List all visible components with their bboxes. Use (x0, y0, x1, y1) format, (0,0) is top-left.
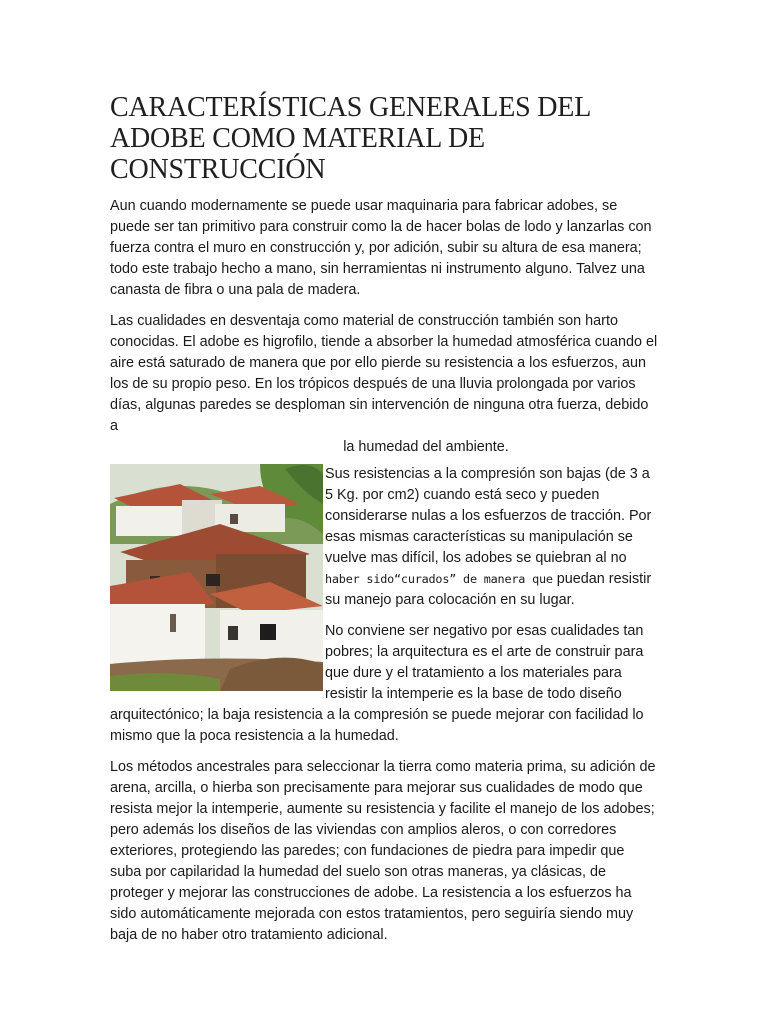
paragraph-2-text: Las cualidades en desventaja como material de construcción también son harto conocidas. El adobe es higrofilo, tiende a absorber la humedad atmosférica cuando el aire está saturado de manera que por ello pierde su resistencia a los esfuerzos, aun los de su propio peso. En los trópicos después de una lluvia prolongada por varios días, algunas paredes se desploman sin intervención de ninguna otra fuerza, debido a (110, 313, 658, 434)
paragraph-5: Los métodos ancestrales para seleccionar la tierra como materia prima, su adición de arena, arcilla, o hierba son precisamente para mejorar sus cualidades de modo que resista mejor la intemperie, aumente su resistencia y facilite el manejo de los adobes; pero además los diseños de las viviendas con amplios aleros, o con corredores exteriores, protegiendo las paredes; con fundaciones de piedra para impedir que suba por capilaridad la humedad del suelo son otras maneras, ya clásicas, de proteger y mejorar las construcciones de adobe. La resistencia a los esfuerzos ha sido automáticamente mejorada con estos tratamientos, pero seguiría siendo muy baja de no haber otro tratamiento adicional. (110, 759, 656, 943)
paragraph-3-text-a: Sus resistencias a la compresión son bajas (de 3 a 5 Kg. por cm2) cuando está seco y pueden considerarse nulas a los esfuerzos de tracción. Por esas mismas características su manipulación se vuelve mas difícil, los adobes se quiebran al no (325, 466, 652, 566)
paragraph-3-text-b: puedan resistir su manejo para colocación en su lugar. (325, 571, 652, 608)
adobe-houses-illustration (110, 464, 323, 691)
paragraph-1: Aun cuando modernamente se puede usar maquinaria para fabricar adobes, se puede ser tan primitivo para construir como la de hacer bolas de lodo y lanzarlas con fuerza contra el muro en construcción y, por adición, subir su altura de esa manera; todo este trabajo hecho a mano, sin herramientas ni instrumento alguno. Talvez una canasta de fibra o una pala de madera. (110, 198, 652, 298)
paragraph-2-end: la humedad del ambiente. (343, 439, 509, 455)
adobe-houses-photo (110, 464, 323, 691)
paragraph-3-mono: haber sido“curados” de manera que (325, 572, 553, 586)
paragraph-4: No conviene ser negativo por esas cualidades tan pobres; la arquitectura es el arte de construir para que dure y el tratamiento a los materiales para resistir la intemperie es la base de todo diseño arquitectónico; la baja resistencia a la compresión se puede mejorar con facilidad lo mismo que la poca resistencia a la humedad. (110, 623, 644, 744)
document-title: CARACTERÍSTICAS GENERALES DEL ADOBE COMO MATERIAL DE CONSTRUCCIÓN (110, 92, 591, 185)
document-page (110, 92, 658, 956)
paragraph-2 (110, 311, 658, 437)
